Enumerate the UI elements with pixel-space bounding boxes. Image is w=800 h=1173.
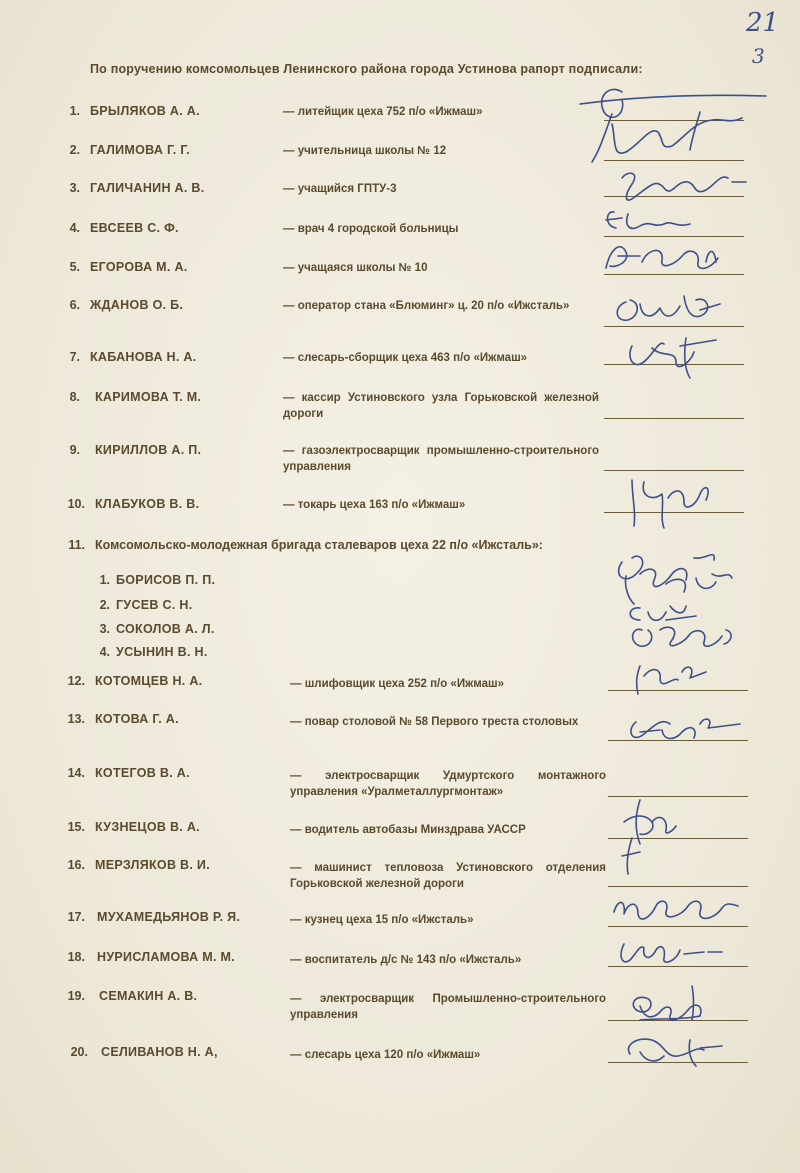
signer-name: ГАЛИМОВА Г. Г. xyxy=(90,143,190,157)
signer-number: 16. xyxy=(67,858,85,872)
brigade-member-name: ГУСЕВ С. Н. xyxy=(116,598,193,612)
signer-name: КЛАБУКОВ В. В. xyxy=(95,497,200,511)
signer-number: 13. xyxy=(67,712,85,726)
signature-7 xyxy=(630,338,716,378)
signer-name: ЕГОРОВА М. А. xyxy=(90,260,188,274)
signature-5 xyxy=(606,247,718,269)
signature-line xyxy=(604,418,744,419)
archive-sheet-number: 3 xyxy=(752,44,765,68)
brigade-member-name: УСЫНИН В. Н. xyxy=(116,645,208,659)
signer-number: 5. xyxy=(69,260,80,274)
signer-number: 4. xyxy=(69,221,80,235)
signer-role: — шлифовщик цеха 252 п/о «Ижмаш» xyxy=(290,678,504,690)
signer-number: 17. xyxy=(67,910,85,924)
signature-line xyxy=(608,796,748,797)
signer-role: — слесарь-сборщик цеха 463 п/о «Ижмаш» xyxy=(283,352,528,364)
signer-number: 7. xyxy=(69,350,80,364)
signer-name: КИРИЛЛОВ А. П. xyxy=(95,443,202,457)
signer-number: 18. xyxy=(67,950,85,964)
signer-name: ГАЛИЧАНИН А. В. xyxy=(90,181,205,195)
brigade-member-name: СОКОЛОВ А. Л. xyxy=(116,622,215,636)
brigade-title: Комсомольско-молодежная бригада сталеваров цеха 22 п/о «Ижсталь»: xyxy=(95,538,543,552)
signer-role: — литейщик цеха 752 п/о «Ижмаш» xyxy=(283,106,483,118)
signer-number: 19. xyxy=(67,989,85,1003)
signer-role: — повар столовой № 58 Первого треста столовых xyxy=(290,716,579,728)
signer-role: — электросварщик Промышленно-строительного управления xyxy=(290,993,606,1021)
signature-line xyxy=(608,1062,748,1063)
signer-name: БРЫЛЯКОВ А. А. xyxy=(90,104,200,118)
signer-name: КУЗНЕЦОВ В. А. xyxy=(95,820,200,834)
signer-number: 15. xyxy=(67,820,85,834)
signer-number: 2. xyxy=(69,143,80,157)
signature-11b xyxy=(666,574,732,592)
signer-name: КАБАНОВА Н. А. xyxy=(90,350,197,364)
brigade-member-number: 1. xyxy=(99,573,110,587)
signature-16 xyxy=(622,838,640,874)
signer-number: 10. xyxy=(67,497,85,511)
signature-18 xyxy=(621,944,722,962)
signer-role: — кузнец цеха 15 п/о «Ижсталь» xyxy=(290,914,474,926)
signature-line xyxy=(604,326,744,327)
signature-6 xyxy=(617,296,720,320)
signer-number: 1. xyxy=(69,104,80,118)
signature-1 xyxy=(580,89,766,162)
signer-role: — токарь цеха 163 п/о «Ижмаш» xyxy=(283,499,466,511)
signer-name: КАРИМОВА Т. М. xyxy=(95,390,202,404)
signature-11d xyxy=(633,627,731,646)
signature-line xyxy=(604,512,744,513)
signature-line xyxy=(604,274,744,275)
signature-17 xyxy=(614,901,738,919)
signature-line xyxy=(608,838,748,839)
signer-name: КОТОМЦЕВ Н. А. xyxy=(95,674,203,688)
signer-number: 6. xyxy=(69,298,80,312)
signature-11c xyxy=(630,606,696,620)
brigade-member-number: 4. xyxy=(99,645,110,659)
signature-line xyxy=(608,966,748,967)
signer-role: — учащаяся школы № 10 xyxy=(283,262,428,274)
signer-role: — воспитатель д/с № 143 п/о «Ижсталь» xyxy=(290,954,522,966)
signer-name: ЕВСЕЕВ С. Ф. xyxy=(90,221,179,235)
signature-19 xyxy=(633,986,701,1020)
intro-text: По поручению комсомольцев Ленинского района города Устинова рапорт подписали: xyxy=(90,62,643,76)
signature-11a xyxy=(619,555,715,604)
signer-role: — электросварщик Удмуртского монтажного управления «Уралметаллургмонтаж» xyxy=(290,770,606,798)
signature-line xyxy=(604,120,744,121)
brigade-member-number: 3. xyxy=(99,622,110,636)
signer-role: — газоэлектросварщик промышленно-строительного управления xyxy=(283,445,599,473)
signature-4 xyxy=(606,212,690,229)
signer-name: СЕЛИВАНОВ Н. А, xyxy=(101,1045,218,1059)
signer-name: МЕРЗЛЯКОВ В. И. xyxy=(95,858,210,872)
signer-number: 14. xyxy=(67,766,85,780)
signer-name: КОТОВА Г. А. xyxy=(95,712,179,726)
brigade-number: 11. xyxy=(68,538,85,552)
signature-2 xyxy=(612,112,742,153)
signature-line xyxy=(604,364,744,365)
signer-role: — учащийся ГПТУ-3 xyxy=(283,183,397,195)
signature-line xyxy=(608,690,748,691)
signer-number: 9. xyxy=(69,443,80,457)
signature-line xyxy=(604,196,744,197)
signature-line xyxy=(608,886,748,887)
signer-number: 12. xyxy=(67,674,85,688)
signer-name: НУРИСЛАМОВА М. М. xyxy=(97,950,236,964)
signature-line xyxy=(608,1020,748,1021)
archive-page-number: 21 xyxy=(746,8,780,38)
brigade-member-name: БОРИСОВ П. П. xyxy=(116,573,216,587)
signature-line xyxy=(608,740,748,741)
signature-line xyxy=(604,160,744,161)
signer-name: СЕМАКИН А. В. xyxy=(99,989,198,1003)
signature-line xyxy=(608,926,748,927)
signer-role: — оператор стана «Блюминг» ц. 20 п/о «Ижсталь» xyxy=(283,300,570,312)
signer-role: — врач 4 городской больницы xyxy=(283,223,459,235)
signature-10 xyxy=(632,480,708,528)
signer-role: — водитель автобазы Минздрава УАССР xyxy=(290,824,526,836)
signature-line xyxy=(604,470,744,471)
signer-number: 3. xyxy=(69,181,80,195)
signature-13 xyxy=(631,719,740,738)
signer-role: — машинист тепловоза Устиновского отделения Горьковской железной дороги xyxy=(290,862,606,890)
signature-line xyxy=(604,236,744,237)
signer-role: — слесарь цеха 120 п/о «Ижмаш» xyxy=(290,1049,481,1061)
brigade-member-number: 2. xyxy=(99,598,110,612)
signer-name: МУХАМЕДЬЯНОВ Р. Я. xyxy=(97,910,241,924)
signer-name: КОТЕГОВ В. А. xyxy=(95,766,190,780)
signer-role: — учительница школы № 12 xyxy=(283,145,447,157)
signer-number: 20. xyxy=(70,1045,88,1059)
signer-role: — кассир Устиновского узла Горьковской железной дороги xyxy=(283,392,599,420)
signer-name: ЖДАНОВ О. Б. xyxy=(90,298,184,312)
signer-number: 8. xyxy=(69,390,80,404)
